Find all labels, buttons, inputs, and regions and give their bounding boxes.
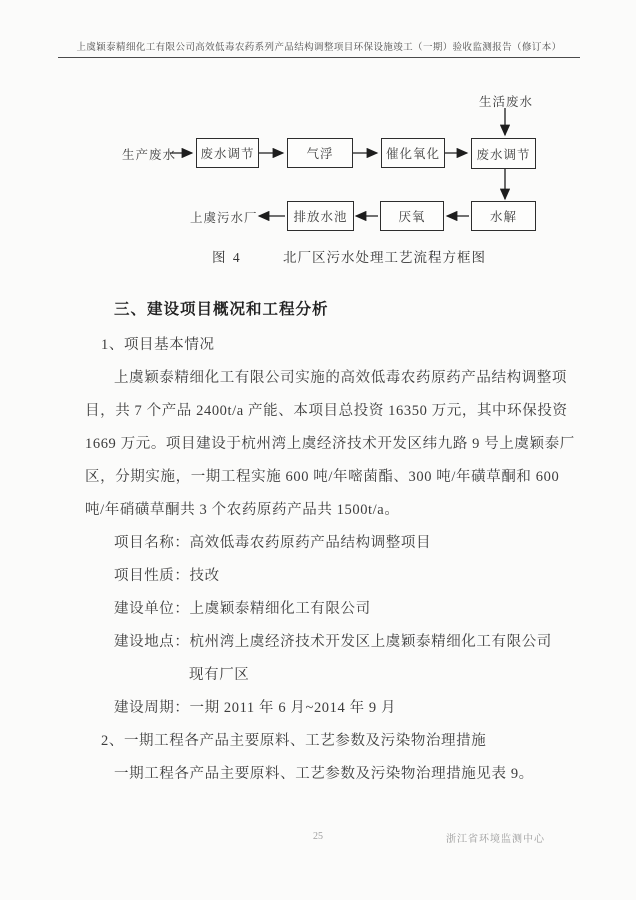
project-type-line: 项目性质：技改 (114, 568, 220, 584)
flow-box-catalytic-oxidation: 催化氧化 (381, 138, 445, 168)
figure-title: 北厂区污水处理工艺流程方框图 (283, 250, 486, 265)
construction-unit-line: 建设单位：上虞颖泰精细化工有限公司 (114, 601, 371, 617)
flow-input-production-label: 生产废水 (122, 148, 177, 162)
flow-box-hydrolysis: 水解 (471, 201, 536, 231)
figure-number: 图 4 (212, 250, 242, 265)
paragraph-line: 一期工程各产品主要原料、工艺参数及污染物治理措施见表 9。 (114, 766, 534, 782)
project-name-line: 项目名称：高效低毒农药原药产品结构调整项目 (114, 535, 432, 551)
flow-box-anaerobic: 厌氧 (380, 201, 444, 231)
page-number: 25 (313, 831, 323, 842)
construction-site-continued-line: 现有厂区 (189, 667, 250, 683)
construction-period-line: 建设周期：一期 2011 年 6 月~2014 年 9 月 (114, 700, 397, 716)
flow-box-air-flotation: 气浮 (287, 138, 353, 168)
flow-box-discharge-pool: 排放水池 (287, 201, 354, 231)
paragraph-line: 目，共 7 个产品 2400t/a 产能、本项目总投资 16350 万元，其中环保投资 (85, 403, 568, 419)
paragraph-line: 1669 万元。项目建设于杭州湾上虞经济技术开发区纬九路 9 号上虞颖泰厂 (85, 436, 575, 452)
paragraph-line: 上虞颖泰精细化工有限公司实施的高效低毒农药原药产品结构调整项 (114, 370, 567, 386)
subsection-1-heading: 1、项目基本情况 (101, 337, 215, 353)
page-header-title: 上虞颖泰精细化工有限公司高效低毒农药系列产品结构调整项目环保设施竣工（一期）验收监测报告（修订本） (58, 39, 580, 58)
flow-input-domestic-label: 生活废水 (479, 95, 534, 109)
flow-output-label: 上虞污水厂 (190, 211, 258, 225)
section-heading: 三、建设项目概况和工程分析 (114, 301, 329, 318)
main-content (85, 291, 575, 791)
paragraph-line: 区，分期实施，一期工程实施 600 吨/年嘧菌酯、300 吨/年磺草酮和 600 (85, 469, 560, 485)
construction-site-line: 建设地点：杭州湾上虞经济技术开发区上虞颖泰精细化工有限公司 (114, 634, 552, 650)
flow-box-wastewater-adjust-2: 废水调节 (471, 138, 536, 169)
flow-box-wastewater-adjust-1: 废水调节 (196, 138, 259, 168)
subsection-2-heading: 2、一期工程各产品主要原料、工艺参数及污染物治理措施 (101, 733, 487, 749)
footer-organization: 浙江省环境监测中心 (446, 834, 545, 845)
wastewater-flowchart (0, 80, 636, 280)
paragraph-line: 吨/年硝磺草酮共 3 个农药原药产品共 1500t/a。 (85, 502, 400, 518)
